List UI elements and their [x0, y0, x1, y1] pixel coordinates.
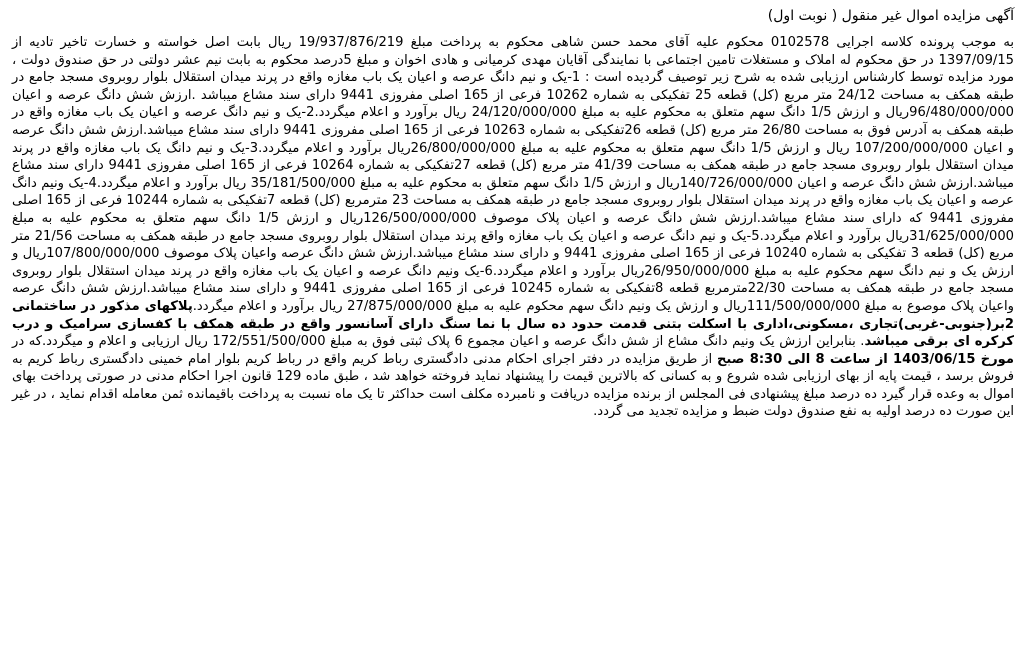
notice-bold-building-description: پلاکهای مذکور در ساختمانی 2بر(جنوبی-غربی)تجاری ،مسکونی،اداری با اسکلت بتنی قدمت حدود ده سال با نما سنگ دارای آسانسور واقع در طبقه همکف با کفسازی سرامیک و درب کرکره ای برقی میباشد: [12, 298, 1015, 350]
notice-body: [12, 34, 1014, 421]
notice-text-part2: . بنابراین ارزش یک ونیم دانگ مشاع از شش دانگ عرصه و اعیان مجموع 6 پلاک ثبتی فوق به مبلغ 172/551/500/000 ریال ارزیابی و اعلام و میگردد.که در: [12, 334, 865, 350]
notice-text-part1: به موجب پرونده کلاسه اجرایی 0102578 محکوم علیه آقای محمد حسن شاهی محکوم به پرداخت مبلغ 19/937/876/219 ریال بابت اصل خواسته و خسارت تاخیر تادیه از 1397/09/15 در حق محکوم له املاک و مستغلات تامین اجتماعی با نمایندگی آقایان مهدی کرمیانی و هادی اخوان و مبلغ 5درصد محکوم به بابت نیم عشر دولتی در حق صندوق دولت ، مورد مزایده توسط کارشناس ارزیابی شده به شرح زیر توصیف گردیده است : 1-یک و نیم دانگ عرصه و اعیان یک باب مغازه واقع در پرند میدان استقلال بلوار روبروی مسجد جامع در طبقه همکف به مساحت 24/12 متر مربع (کل) قطعه 25 تفکیکی به شماره 10262 فرعی از 165 اصلی مفروزی 9441 دارای سند مشاع میباشد .ارزش شش دانگ عرصه و اعیان 96/480/000/000ریال و ارزش 1/5 دانگ سهم متعلق به محکوم علیه به مبلغ 24/120/000/000 ریال برآورد و اعلام میگردد.2-یک و نیم دانگ عرصه و اعیان یک باب مغازه واقع در طبقه همکف به آدرس فوق به مساحت 26/80 متر مربع (کل) قطعه 26تفکیکی به شماره 10263 فرعی از 165 اصلی مفروزی 9441 دارای سند مشاع میباشد.ارزش شش دانگ عرصه و اعیان 107/200/000/000 ریال و ارزش 1/5 دانگ سهم متعلق به محکوم علیه به مبلغ 26/800/000/000ریال برآورد و اعلام میگردد.3-یک و نیم دانگ یک باب مغازه واقع در پرند میدان استقلال بلوار روبروی مسجد جامع در طبقه همکف به مساحت 41/39 متر مربع (کل) قطعه 27تفکیکی به شماره 10264 فرعی از 165 اصلی مفروزی 9441 دارای سند مشاع میباشد.ارزش شش دانگ عرصه و اعیان 140/726/000/000ریال و ارزش 1/5 دانگ سهم متعلق به محکوم علیه به مبلغ 35/181/500/000 ریال برآورد و اعلام میگردد.4-یک ونیم دانگ عرصه و اعیان یک باب مغازه واقع در پرند میدان استقلال بلوار روبروی مسجد جامع در طبقه همکف به مساحت 23 مترمربع (کل) قطعه 7تفکیکی به شماره 10244 فرعی از 165 اصلی مفروزی 9441 که دارای سند مشاع میباشد.ارزش شش دانگ عرصه و اعیان پلاک موصوف 126/500/000/000ریال و ارزش 1/5 دانگ سهم متعلق به محکوم علیه به مبلغ 31/625/000/000ریال برآورد و اعلام میگردد.5-یک و نیم دانگ عرصه و اعیان یک باب مغازه واقع پرند میدان استقلال بلوار روبروی مسجد جامع در طبقه همکف به مساحت 21/56 متر مربع (کل) قطعه 3 تفکیکی به شماره 10240 فرعی از 165 اصلی مفروزی 9441 و دارای سند مشاع میباشد.ارزش شش دانگ عرصه واعیان پلاک موصوف 107/800/000/000ریال و ارزش یک و نیم دانگ سهم محکوم علیه به مبلغ 26/950/000/000ریال برآورد و اعلام میگردد.6-یک ونیم دانگ عرصه و اعیان یک باب مغازه واقع در پرند میدان استقلال بلوار روبروی مسجد جامع در طبقه همکف به مساحت 22/30مترمربع قطعه 8تفکیکی به شماره 10245 فرعی از 165 اصلی مفروزی 9441 و دارای سند مشاع میباشد.ارزش شش دانگ عرصه واعیان پلاک موصوع به مبلغ 111/500/000/000ریال و ارزش یک ونیم دانگ سهم محکوم علیه به مبلغ 27/875/000/000 ریال برآورد و اعلام میگردد.: [12, 35, 1015, 314]
notice-bold-auction-date: مورخ 1403/06/15 از ساعت 8 الی 8:30 صبح: [717, 351, 1014, 367]
notice-title: آگهی مزایده اموال غیر منقول ( نوبت اول): [767, 8, 1014, 24]
notice-text-part3: از طریق مزایده در دفتر اجرای احکام مدنی دادگستری رباط کریم واقع در رباط کریم بلوار امام خمینی دادگستری رباط کریم به فروش برسد ، قیمت پایه از بهای ارزیابی شده شروع و به کسانی که بالاترین قیمت را پیشنهاد نماید فروخته خواهد شد ، طبق ماده 129 قانون اجرا احکام مدنی در صورتی پرداخت بهای اموال به وعده قرار گیرد ده درصد مبلغ پیشنهادی فی المجلس از برنده مزایده دریافت و نامبرده مکلف است حداکثر تا یک ماه نسبت به پرداخت باقیمانده ثمن معامله اقدام نماید ، در غیر این صورت ده درصد اولیه به نفع صندوق دولت ضبط و مزایده تجدید می گردد.: [12, 351, 1015, 420]
